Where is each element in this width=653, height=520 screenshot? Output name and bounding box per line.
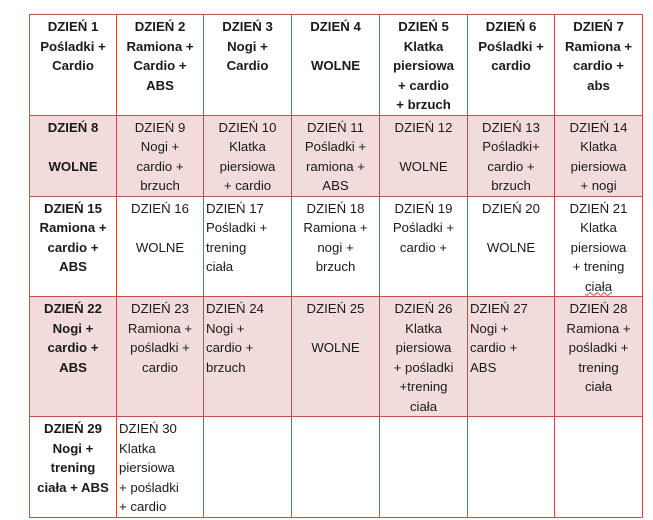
day-label: DZIEŃ 2 xyxy=(134,19,186,34)
day-label: DZIEŃ 7 xyxy=(573,19,624,34)
exercise-line: Klatka xyxy=(403,38,444,54)
workout-schedule-table xyxy=(29,14,643,518)
exercise-line: + trening xyxy=(572,259,625,274)
exercise-line: Pośladki + xyxy=(478,38,544,54)
exercise-line: Pośladki + xyxy=(206,220,268,235)
exercise-line: cardio + xyxy=(47,239,99,255)
exercise-line: Klatka xyxy=(119,440,156,456)
empty-day-cell xyxy=(555,417,643,518)
exercise-line: pośladki + xyxy=(130,340,190,355)
exercise-line: Cardio + xyxy=(133,58,187,73)
day-label: DZIEŃ 23 xyxy=(131,301,189,316)
exercise-line xyxy=(383,137,464,157)
day-cell xyxy=(555,15,643,116)
week-row-5 xyxy=(30,417,643,518)
exercise-line: Ramiona + xyxy=(127,320,193,336)
exercise-line: WOLNE xyxy=(48,158,98,174)
day-cell xyxy=(468,115,555,196)
exercise-line: Pośladki + xyxy=(40,38,106,54)
exercise-line: + cardio xyxy=(223,178,272,193)
exercise-line: ABS xyxy=(470,359,497,375)
exercise-line: trening xyxy=(50,460,96,475)
exercise-line: + cardio xyxy=(398,77,449,93)
day-label: DZIEŃ 26 xyxy=(394,301,453,316)
exercise-line xyxy=(295,319,376,339)
day-cell xyxy=(30,115,117,196)
exercise-line: Nogi + xyxy=(140,139,180,154)
exercise-line: WOLNE xyxy=(310,58,361,73)
day-cell xyxy=(204,115,292,196)
day-label: DZIEŃ 9 xyxy=(134,119,186,135)
exercise-line: Cardio xyxy=(226,58,269,73)
day-cell xyxy=(468,196,555,297)
day-label: DZIEŃ 22 xyxy=(44,301,102,316)
empty-day-cell xyxy=(380,417,468,518)
day-cell xyxy=(555,196,643,297)
exercise-line: brzuch xyxy=(491,178,531,193)
day-label: DZIEŃ 14 xyxy=(569,119,628,135)
exercise-line: ciała xyxy=(206,259,234,274)
exercise-line: cardio + xyxy=(399,239,448,255)
exercise-line: Nogi + xyxy=(52,320,94,336)
exercise-line: WOLNE xyxy=(135,239,185,255)
exercise-line: piersiowa xyxy=(395,340,452,355)
day-cell xyxy=(117,15,204,116)
exercise-line xyxy=(120,218,200,238)
exercise-line xyxy=(471,218,551,238)
exercise-line: Cardio xyxy=(52,58,94,73)
exercise-line: ABS xyxy=(146,77,174,93)
day-label: DZIEŃ 16 xyxy=(131,200,189,216)
day-label: DZIEŃ 15 xyxy=(44,200,102,216)
day-label: DZIEŃ 11 xyxy=(307,119,364,135)
day-cell xyxy=(380,15,468,116)
day-label: DZIEŃ 5 xyxy=(398,19,449,34)
exercise-line: trening xyxy=(578,359,619,375)
exercise-line: Ramiona + xyxy=(303,220,368,235)
exercise-line: ABS xyxy=(59,359,87,375)
exercise-line: + nogi xyxy=(580,178,617,193)
day-label: DZIEŃ 27 xyxy=(470,301,528,316)
day-label: DZIEŃ 3 xyxy=(222,19,273,34)
exercise-line: ciała xyxy=(409,398,438,414)
day-cell xyxy=(292,15,380,116)
day-cell xyxy=(468,15,555,116)
exercise-line: piersiowa xyxy=(570,239,627,255)
day-cell xyxy=(30,297,117,417)
exercise-line: cardio xyxy=(142,359,178,375)
exercise-line: + brzuch xyxy=(396,97,451,112)
exercise-line: Ramiona + xyxy=(564,38,633,54)
exercise-line: ciała xyxy=(584,278,613,294)
exercise-line: cardio + xyxy=(573,58,624,73)
day-cell xyxy=(204,196,292,297)
exercise-line: + pośladki xyxy=(119,479,179,495)
day-cell xyxy=(117,417,204,518)
exercise-line xyxy=(295,37,376,57)
day-cell xyxy=(204,297,292,417)
exercise-line: cardio + xyxy=(487,158,535,174)
day-label: DZIEŃ 28 xyxy=(569,301,628,316)
week-row-3 xyxy=(30,196,643,297)
exercise-line: WOLNE xyxy=(311,340,360,355)
day-label: DZIEŃ 19 xyxy=(394,200,453,216)
empty-day-cell xyxy=(204,417,292,518)
exercise-line: + pośladki xyxy=(393,359,454,375)
exercise-line: nogi + xyxy=(317,239,354,255)
exercise-line: Klatka xyxy=(580,220,617,235)
exercise-line: Ramiona + xyxy=(39,220,107,235)
exercise-line: Nogi + xyxy=(227,38,268,54)
day-cell xyxy=(555,297,643,417)
exercise-line: piersiowa xyxy=(570,158,627,174)
day-label: DZIEŃ 6 xyxy=(485,19,537,34)
day-cell xyxy=(117,196,204,297)
week-row-4 xyxy=(30,297,643,417)
day-label: DZIEŃ 12 xyxy=(394,119,453,135)
exercise-line xyxy=(33,137,113,157)
day-cell xyxy=(30,417,117,518)
day-label: DZIEŃ 29 xyxy=(44,421,102,436)
exercise-line: trening xyxy=(206,239,247,255)
exercise-line: cardio + xyxy=(470,340,518,355)
day-cell xyxy=(30,196,117,297)
day-label: DZIEŃ 10 xyxy=(218,119,277,135)
day-cell xyxy=(468,297,555,417)
day-cell xyxy=(292,115,380,196)
exercise-line: piersiowa xyxy=(393,58,454,73)
exercise-line: cardio + xyxy=(47,340,99,355)
day-cell xyxy=(30,15,117,116)
exercise-line: +trening xyxy=(399,379,448,394)
exercise-line: Pośladki + xyxy=(392,220,455,235)
day-label: DZIEŃ 24 xyxy=(206,301,264,316)
exercise-line: ciała + ABS xyxy=(37,479,109,495)
empty-day-cell xyxy=(468,417,555,518)
day-cell xyxy=(292,196,380,297)
exercise-line: Nogi + xyxy=(206,320,245,336)
day-cell xyxy=(555,115,643,196)
day-cell xyxy=(292,297,380,417)
day-cell xyxy=(380,297,468,417)
day-cell xyxy=(380,115,468,196)
day-label: DZIEŃ 4 xyxy=(310,19,361,34)
day-label: DZIEŃ 20 xyxy=(482,200,540,216)
exercise-line: ramiona + xyxy=(305,158,365,174)
day-label: DZIEŃ 13 xyxy=(482,119,540,135)
exercise-line: Pośladki+ xyxy=(482,139,540,154)
exercise-line: cardio xyxy=(491,58,531,73)
day-cell xyxy=(117,115,204,196)
exercise-line: Ramiona + xyxy=(566,320,631,336)
exercise-line: pośladki + xyxy=(568,340,629,355)
schedule-body xyxy=(30,15,643,518)
day-cell xyxy=(380,196,468,297)
day-label: DZIEŃ 17 xyxy=(206,200,264,216)
exercise-line: WOLNE xyxy=(486,239,536,255)
exercise-line: WOLNE xyxy=(399,158,448,174)
exercise-line: Klatka xyxy=(580,139,617,154)
exercise-line: abs xyxy=(587,77,610,93)
exercise-line: piersiowa xyxy=(219,158,276,174)
empty-day-cell xyxy=(292,417,380,518)
exercise-line: ABS xyxy=(59,259,87,274)
week-row-2 xyxy=(30,115,643,196)
exercise-line: Klatka xyxy=(229,139,266,154)
exercise-line: Klatka xyxy=(405,320,442,336)
exercise-line: brzuch xyxy=(315,259,356,274)
exercise-line: brzuch xyxy=(140,178,180,193)
day-cell xyxy=(117,297,204,417)
day-label: DZIEŃ 21 xyxy=(569,200,628,216)
week-row-1 xyxy=(30,15,643,116)
exercise-line: brzuch xyxy=(206,359,246,375)
exercise-line: Nogi + xyxy=(470,320,509,336)
exercise-line: + cardio xyxy=(119,499,167,514)
day-label: DZIEŃ 8 xyxy=(47,119,99,135)
exercise-line: ciała xyxy=(584,379,613,394)
exercise-line: piersiowa xyxy=(119,460,175,475)
exercise-line: Ramiona + xyxy=(126,38,194,54)
day-cell xyxy=(204,15,292,116)
exercise-line: ABS xyxy=(322,178,349,193)
exercise-line: cardio + xyxy=(136,158,184,174)
exercise-line: Pośladki + xyxy=(304,139,367,154)
day-label: DZIEŃ 25 xyxy=(306,301,365,316)
day-label: DZIEŃ 18 xyxy=(306,200,365,216)
day-label: DZIEŃ 1 xyxy=(47,19,99,34)
exercise-line: Nogi + xyxy=(52,440,94,456)
day-label: DZIEŃ 30 xyxy=(119,421,177,436)
exercise-line: cardio + xyxy=(206,340,254,355)
